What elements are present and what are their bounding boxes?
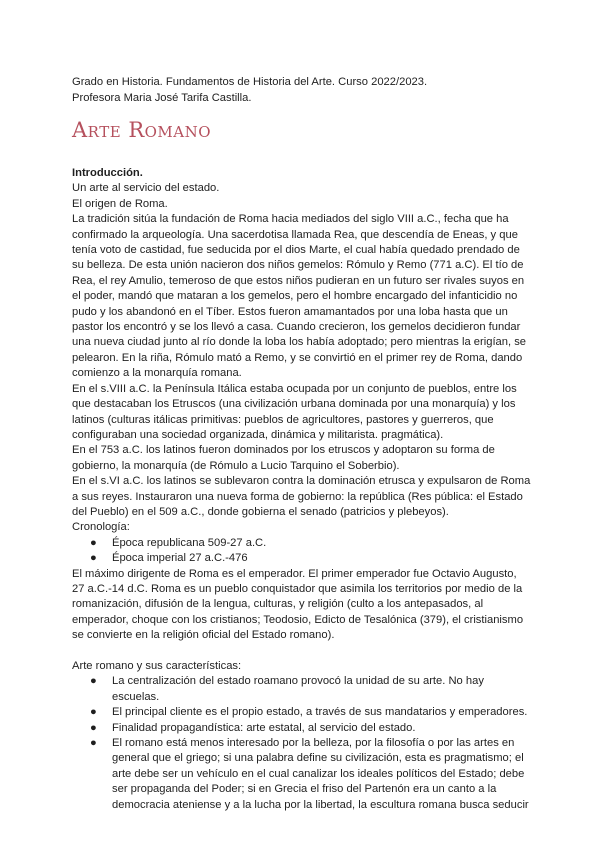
list-item: ● La centralización del estado roamano provocó la unidad de su arte. No hay escuelas.	[90, 675, 484, 703]
section-heading-intro: Introducción.	[72, 167, 143, 179]
characteristics-list	[72, 674, 532, 813]
bullet-icon: ●	[90, 552, 97, 565]
course-line: Grado en Historia. Fundamentos de Historia del Arte. Curso 2022/2023.	[72, 76, 428, 88]
bullet-icon: ●	[90, 721, 97, 734]
chronology-label: Cronología:	[72, 521, 130, 534]
list-item: ● El romano está menos interesado por la belleza, por la filosofía o por las artes en general que el griego; si una palabra define su civilización, esta es pragmatismo; el arte debe ser un vehículo en el cual canalizar los ideales políticos del Estado; debe ser propaganda del Poder; si en Grecia el friso del Partenón era un canto a la democracia ateniense y a la lucha por la libertad, la escultura romana busca seducir	[90, 737, 529, 811]
list-item: ● Época imperial 27 a.C.-476	[72, 551, 532, 566]
bullet-icon: ●	[90, 675, 97, 688]
professor-line: Profesora Maria José Tarifa Castilla.	[72, 92, 252, 104]
list-item: ● El principal cliente es el propio estado, a través de sus mandatarios y emperadores.	[72, 705, 532, 720]
bullet-icon: ●	[90, 536, 97, 549]
bullet-icon: ●	[90, 737, 97, 750]
paragraph-emperor: El máximo dirigente de Roma es el emperador. El primer emperador fue Octavio Augusto, 27 a.C.-14 d.C. Roma es un pueblo conquistador que asimila los territorios por medio de la romanización, difusión de la lengua, culturas, y religión (culto a los antepasados, al emperador, choque con los cristianos; Teodosio, Edicto de Tesalónica (379), el cristianismo se convierte en la religión oficial del Estado romano).	[72, 567, 524, 642]
paragraph-republic: En el s.VI a.C. los latinos se sublevaron contra la dominación etrusca y expulsaron de Roma a sus reyes. Instauraron una nueva forma de gobierno: la república (Res pública: el Estado del Pueblo) en el 509 a.C., donde gobierna el senado (patricios y plebeyos).	[72, 475, 531, 518]
subtitle-state-art: Un arte al servicio del estado.	[72, 182, 220, 195]
document-body	[72, 166, 532, 813]
paragraph-etruscan-rule: En el 753 a.C. los latinos fueron dominados por los etruscos y adoptaron su forma de gobierno, la monarquía (de Rómulo a Lucio Tarquino el Soberbio).	[72, 444, 495, 472]
paragraph-foundation: La tradición sitúa la fundación de Roma hacia mediados del siglo VIII a.C., fecha que ha confirmado la arqueología. Una sacerdotisa llamada Rea, que descendía de Eneas, y que tenía voto de castidad, fue seducida por el dios Marte, el cual había quedado prendado de su belleza. De esta unión nacieron dos niños gemelos: Rómulo y Remo (771 a.C). El tío de Rea, el rey Amulio, temeroso de que estos niños pudieran en un futuro ser rivales suyos en el poder, mandó que mataran a los gemelos, pero el hombre encargado del infanticidio no pudo y los abandonó en el Tíber. Estos fueron amamantados por una loba hasta que un pastor los encontró y se los llevó a casa. Cuando crecieron, los gemelos decidieron fundar una nueva ciudad junto al río donde la loba los había adoptado; pero mientras la erigían, se pelearon. En la riña, Rómulo mató a Remo, y se convirtió en el primer rey de Roma, dando comienzo a la monarquía romana.	[72, 213, 527, 380]
list-item: ● Finalidad propagandística: arte estatal, al servicio del estado.	[72, 721, 532, 736]
bullet-icon: ●	[90, 706, 97, 719]
document-title: Arte Romano	[72, 118, 212, 142]
section-heading-characteristics: Arte romano y sus características:	[72, 659, 242, 672]
subtitle-origin: El origen de Roma.	[72, 197, 168, 210]
course-header	[72, 74, 427, 106]
paragraph-peoples: En el s.VIII a.C. la Península Itálica estaba ocupada por un conjunto de pueblos, entre los que destacaban los Etruscos (una civilización urbana dominada por una monarquía) y los latinos (culturas itálicas primitivas: pueblos de agricultores, pastores y guerreros, que configuraban una sociedad organizada, dinámica y militarista. pragmática).	[72, 382, 517, 441]
chronology-list	[72, 536, 532, 567]
list-item: ● Época republicana 509-27 a.C.	[72, 536, 532, 551]
